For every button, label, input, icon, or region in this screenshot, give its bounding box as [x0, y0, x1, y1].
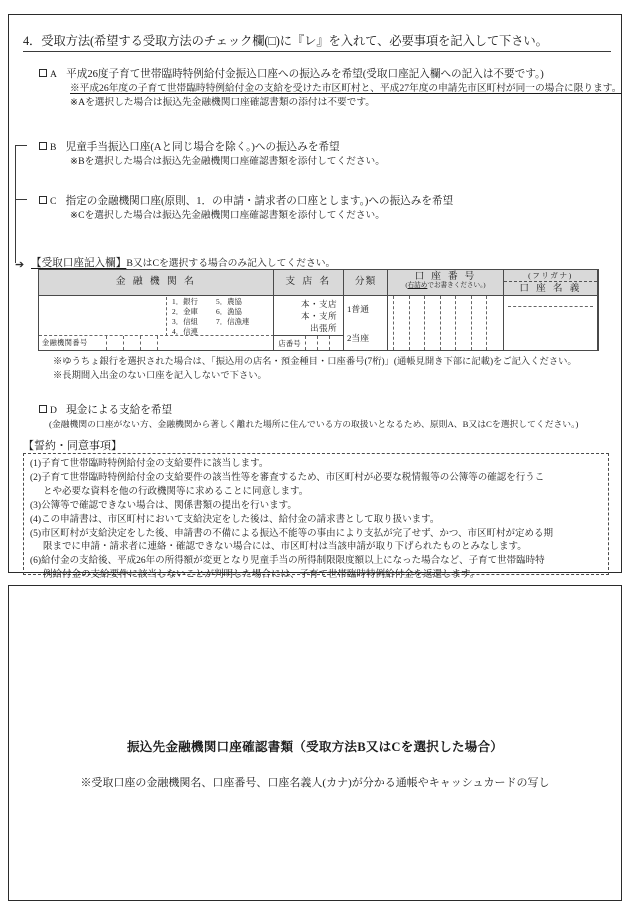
- branch-number-cells[interactable]: [305, 336, 341, 350]
- option-d[interactable]: [39, 403, 578, 431]
- option-d-letter: D: [50, 405, 58, 416]
- th-account-number: [388, 270, 504, 296]
- option-c-label: 指定の金融機関口座(原則、1．の申請・請求者の口座とします。)への振込みを希望: [65, 196, 454, 207]
- checkbox-b[interactable]: [39, 142, 47, 150]
- th-branch-name: [274, 270, 344, 296]
- th-bank-name-text: 金 融 機 関 名: [115, 276, 197, 287]
- pledge-box: [23, 453, 609, 581]
- fi-number-cells[interactable]: [106, 336, 174, 350]
- th-account-number-text: 口 座 番 号: [414, 271, 477, 282]
- option-a-letter: A: [50, 69, 58, 80]
- bank-account-table[interactable]: [38, 269, 599, 351]
- option-c[interactable]: [39, 194, 453, 223]
- account-entry-caption: [31, 255, 335, 270]
- account-number-cells[interactable]: [388, 296, 503, 350]
- form-page-top: [8, 14, 622, 581]
- bank-kind-row: 1．銀行 5．農協: [172, 297, 242, 306]
- branch-number-label: 店番号: [278, 338, 301, 348]
- th-account-type-text: 分類: [354, 276, 377, 287]
- branch-option: 本・支所: [301, 310, 337, 321]
- bracket-tick-b: [16, 145, 27, 146]
- bracket-tick-c: [16, 199, 27, 200]
- bc-bracket: [15, 145, 31, 263]
- td-account-type[interactable]: [344, 296, 388, 350]
- th-bank-name: [39, 270, 274, 296]
- branch-number-cell[interactable]: [329, 336, 341, 350]
- option-a-note-2: ※Aを選択した場合は振込先金融機関口座確認書類の添付は不要です。: [70, 97, 375, 109]
- pledge-section-title: 【誓約・同意事項】: [23, 440, 122, 452]
- option-b-label: 児童手当振込口座(Aと同じ場合を除く。)への振込みを希望: [65, 142, 340, 153]
- bank-kind-row: 3．信組 7．信漁連: [172, 316, 250, 326]
- option-d-label: 現金による支給を希望: [66, 405, 173, 416]
- pledge-item-lead: (3)公簿等で確認できない場合は、関係書類の提出を行います。: [30, 500, 297, 511]
- pledge-item-lead: (1)子育て世帯臨時特例給付金の支給要件に該当します。: [30, 459, 269, 469]
- account-number-cell[interactable]: [471, 296, 487, 350]
- bank-table-notes: [53, 356, 577, 384]
- form-page-bottom: [8, 585, 622, 901]
- pledge-item-lead: (4)この申請書は、市区町村において支給決定をした後は、給付金の請求書として取り扱います。: [30, 514, 440, 525]
- account-number-cell[interactable]: [393, 296, 409, 350]
- pledge-item-cont: とや必要な資料を他の行政機関等に求めることに同意します。: [43, 486, 309, 497]
- th-account-type: [344, 270, 388, 296]
- fi-number-cell[interactable]: [140, 336, 157, 350]
- branch-number-cell[interactable]: [317, 336, 329, 350]
- th-account-name-furigana: (フリガナ): [504, 270, 597, 282]
- attachment-document-note: ※受取口座の金融機関名、口座番号、口座名義人(カナ)が分かる通帳やキャッシュカードの写し: [80, 777, 550, 789]
- pledge-item: [30, 500, 602, 514]
- account-number-cell[interactable]: [486, 296, 502, 350]
- account-type-option-touza[interactable]: 2当座: [347, 333, 369, 343]
- th-account-name: [504, 270, 598, 296]
- bracket-arrow-icon: ➔: [15, 259, 25, 271]
- option-c-letter: C: [50, 196, 57, 207]
- pledge-item: [30, 528, 602, 556]
- fi-number-label: 金融機関番号: [42, 339, 88, 347]
- checkbox-d[interactable]: [39, 405, 47, 413]
- branch-number-field[interactable]: [274, 335, 344, 350]
- branch-option: 本・支店: [301, 299, 337, 309]
- pledge-item-lead: (2)子育て世帯臨時特例給付金の支給要件の該当性等を審査するため、市区町村が必要な税情報等の公簿等の確認を行うこ: [30, 472, 545, 483]
- pledge-item-lead: (6)給付金の支給後、平成26年の所得額が変更となり児童手当の所得制限限度額以上になった場合など、子育て世帯臨時特: [30, 556, 545, 567]
- pledge-item-lead: (5)市区町村が支給決定をした後、申請書の不備による振込不能等の事由により支払が完了せず、かつ、市区町村が定める期: [30, 528, 553, 539]
- account-entry-sub: B又はCを選択する場合のみ記入してください。: [126, 258, 336, 269]
- pledge-item: [30, 514, 602, 528]
- account-number-cell[interactable]: [409, 296, 425, 350]
- pledge-item-cont: 例給付金の支給要件に該当しないことが判明した場合には、子育て世帯臨時特例給付金を返還します。: [43, 570, 480, 581]
- pledge-item: [30, 458, 602, 472]
- bank-table-note: ※長期間入出金のない口座を記入しないで下さい。: [53, 370, 267, 381]
- bank-kind-list: [166, 297, 272, 336]
- account-number-cell[interactable]: [440, 296, 456, 350]
- bank-kind-row: 4．信連: [172, 326, 198, 336]
- option-a[interactable]: [39, 67, 621, 110]
- td-account-name[interactable]: [504, 296, 598, 350]
- td-account-number[interactable]: [388, 296, 504, 350]
- checkbox-c[interactable]: [39, 196, 47, 204]
- fi-number-cell[interactable]: [106, 336, 123, 350]
- financial-institution-number-field[interactable]: [39, 335, 274, 350]
- page-title: 4．受取方法(希望する受取方法のチェック欄(□)に『レ』を入れて、必要事項を記入して下さい。: [23, 31, 611, 52]
- option-b-note-1: ※Bを選択した場合は振込先金融機関口座確認書類を添付してください。: [70, 156, 385, 168]
- option-a-note-1: ※平成26年度の子育て世帯臨時特例給付金の支給を受けた市区町村と、平成27年度の申請先市区町村が同一の場合に限ります。: [70, 83, 622, 95]
- option-d-note-1: (金融機関の口座がない方、金融機関から著しく離れた場所に住んでいる方の取扱いとなるため、原則A、B又はCを選択してください。): [49, 419, 579, 430]
- pledge-item: [30, 555, 602, 583]
- bank-table-note: ※ゆうちょ銀行を選択された場合は、「振込用の店名・預金種目・口座番号(7桁)」(通帳見開き下部に記載)をご記入ください。: [53, 357, 577, 367]
- account-entry-label: 【受取口座記入欄】: [31, 258, 127, 269]
- th-branch-name-text: 支 店 名: [285, 276, 332, 287]
- branch-kind-options: [274, 296, 343, 335]
- attachment-document-title: 振込先金融機関口座確認書類（受取方法B又はCを選択した場合）: [126, 740, 504, 754]
- branch-number-cell[interactable]: [305, 336, 317, 350]
- account-number-cell[interactable]: [455, 296, 471, 350]
- checkbox-a[interactable]: [39, 69, 47, 77]
- pledge-item: [30, 472, 602, 500]
- th-account-number-hint: (右詰めでお書きください。): [405, 282, 486, 290]
- bank-kind-row: 2．金庫 6．漁協: [172, 306, 242, 316]
- branch-option: 出張所: [310, 322, 337, 333]
- option-b[interactable]: [39, 140, 385, 169]
- account-type-option-futsu[interactable]: 1普通: [347, 304, 369, 314]
- td-branch-name[interactable]: [274, 296, 344, 350]
- account-name-furigana-line: [508, 306, 593, 307]
- option-b-letter: B: [50, 142, 57, 153]
- fi-number-cell[interactable]: [123, 336, 140, 350]
- option-a-label: 平成26度子育て世帯臨時特例給付金振込口座への振込みを希望(受取口座記入欄への記入は不要です。): [66, 69, 544, 80]
- th-account-name-text: 口 座 名 義: [519, 283, 582, 294]
- fi-number-cell[interactable]: [157, 336, 174, 350]
- pledge-item-cont: 限までに申請・請求者に連絡・確認できない場合には、市区町村は当該申請が取り下げられたものとみなします。: [43, 542, 527, 553]
- td-bank-name[interactable]: [39, 296, 274, 350]
- option-c-note-1: ※Cを選択した場合は振込先金融機関口座確認書類を添付してください。: [70, 210, 385, 222]
- account-number-cell[interactable]: [424, 296, 440, 350]
